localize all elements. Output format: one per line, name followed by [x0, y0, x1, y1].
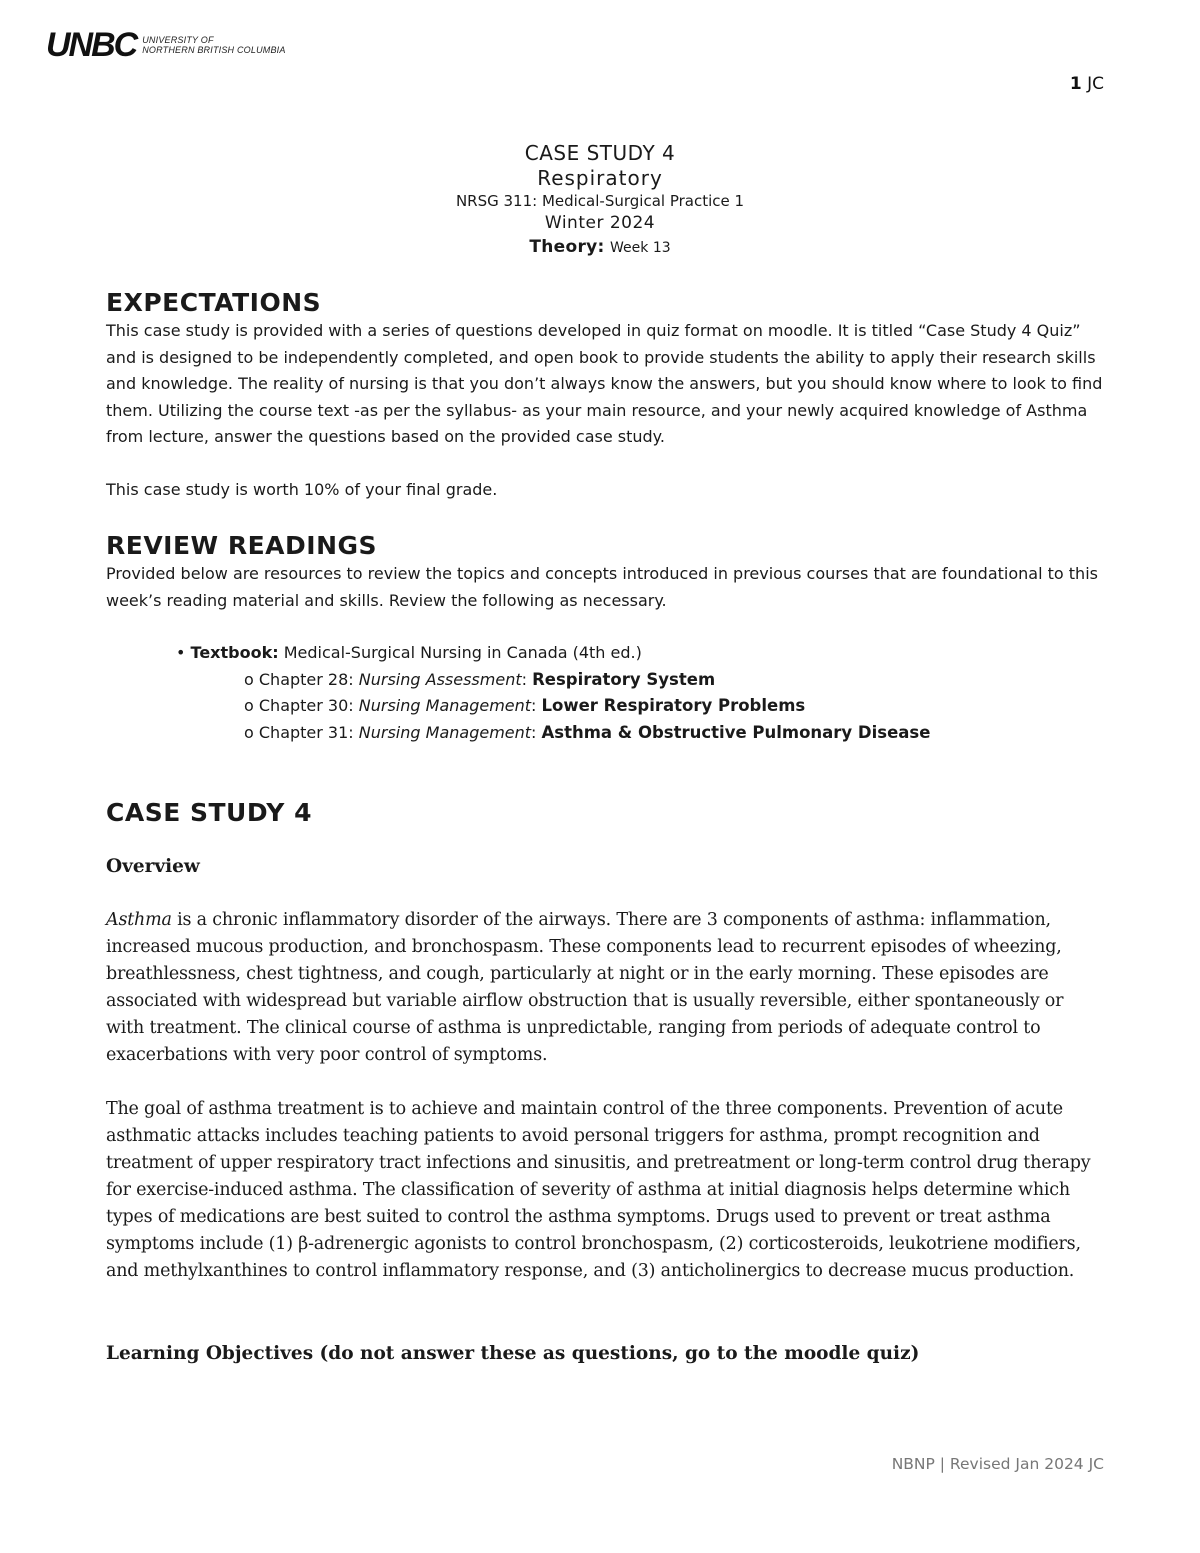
theory-label: Theory:: [529, 237, 605, 257]
chapter-number: o Chapter 28:: [244, 669, 354, 689]
case-heading: CASE STUDY 4: [106, 798, 312, 827]
expectations-section: [106, 288, 1106, 503]
case-study-section: [106, 798, 1106, 1367]
readings-list: [106, 640, 1106, 746]
overview-paragraph-1: [106, 907, 1106, 1069]
chapter-topic: Asthma & Obstructive Pulmonary Disease: [541, 722, 931, 742]
title-block: [0, 140, 1200, 261]
review-intro: Provided below are resources to review the topics and concepts introduced in previous courses that are foundational to this week’s reading material and skills. Review the following as necessary.: [106, 564, 1098, 610]
chapter-topic: Respiratory System: [532, 669, 716, 689]
overview-heading: Overview: [106, 856, 200, 877]
chapter-item: o Chapter 31: Nursing Management: Asthma & Obstructive Pulmonary Disease: [244, 722, 931, 742]
logo-line2: NORTHERN BRITISH COLUMBIA: [142, 45, 286, 55]
textbook-item: [176, 640, 1106, 667]
expectations-paragraph: This case study is provided with a series of questions developed in quiz format on moodle. It is titled “Case Study 4 Quiz” and is designed to be independently completed, and open book to provide students the ability to apply their research skills and knowledge. The reality of nursing is that you don’t always know the answers, but you should know where to look to find them. Utilizing the course text -as per the syllabus- as your main resource, and your newly acquired knowledge of Asthma from lecture, answer the questions based on the provided case study.: [106, 321, 1103, 446]
doc-subtitle: Respiratory: [537, 166, 663, 190]
logo-mark: UNBC: [46, 26, 137, 64]
asthma-term: Asthma: [106, 910, 172, 930]
review-heading: REVIEW READINGS: [106, 531, 378, 560]
page-number-value: 1: [1069, 74, 1082, 94]
university-logo: [46, 28, 286, 62]
chapter-type: Nursing Management: [358, 722, 532, 742]
chapter-number: o Chapter 30:: [244, 696, 354, 715]
chapter-type: Nursing Assessment: [358, 669, 522, 689]
expectations-heading: EXPECTATIONS: [106, 288, 322, 317]
chapter-item: o Chapter 28: Nursing Assessment: Respiratory System: [244, 669, 716, 689]
theory-week: [0, 235, 1200, 261]
chapter-topic: Lower Respiratory Problems: [541, 696, 806, 715]
textbook-title: Medical-Surgical Nursing in Canada (4th ed.): [283, 643, 642, 662]
page-number: [1070, 74, 1104, 94]
term: Winter 2024: [544, 213, 656, 233]
chapter-number: o Chapter 31:: [244, 722, 354, 742]
doc-title: CASE STUDY 4: [524, 141, 676, 165]
grade-weight-text: This case study is worth 10% of your final grade.: [106, 479, 498, 499]
overview-paragraph-1-text: is a chronic inflammatory disorder of the airways. There are 3 components of asthma: inflammation, increased mucous production, and bronchospasm. These components lead to recurrent episodes of wheezing, breathlessness, chest tightness, and cough, particularly at night or in the early morning. These episodes are associated with widespread but variable airflow obstruction that is usually reversible, either spontaneously or with treatment. The clinical course of asthma is unpredictable, ranging from periods of adequate control to exacerbations with very poor control of symptoms.: [106, 910, 1064, 1065]
chapter-type: Nursing Management: [358, 696, 532, 715]
theory-value: Week 13: [610, 240, 671, 256]
page-initials: JC: [1087, 74, 1104, 94]
learning-objectives-heading: Learning Objectives (do not answer these as questions, go to the moodle quiz): [106, 1343, 920, 1364]
overview-paragraph-2: The goal of asthma treatment is to achieve and maintain control of the three components. Prevention of acute asthmatic attacks includes teaching patients to avoid personal triggers for asthma, prompt recognition and treatment of upper respiratory tract infections and sinusitis, and pretreatment or long-term control drug therapy for exercise-induced asthma. The classification of severity of asthma at initial diagnosis helps determine which types of medications are best suited to control the asthma symptoms. Drugs used to prevent or treat asthma symptoms include (1) β-adrenergic agonists to control bronchospasm, (2) corticosteroids, leukotriene modifiers, and methylxanthines to control inflammatory response, and (3) anticholinergics to decrease mucus production.: [106, 1099, 1091, 1281]
page-footer: NBNP | Revised Jan 2024 JC: [891, 1455, 1104, 1473]
logo-line1: UNIVERSITY OF: [142, 35, 214, 45]
logo-wordmark: [142, 35, 285, 55]
chapter-item: o Chapter 30: Nursing Management: Lower Respiratory Problems: [244, 696, 806, 715]
textbook-label: Textbook:: [190, 643, 279, 662]
bullet-icon: •: [176, 643, 186, 662]
course-name: NRSG 311: Medical-Surgical Practice 1: [455, 192, 745, 210]
review-readings-section: [106, 531, 1106, 746]
